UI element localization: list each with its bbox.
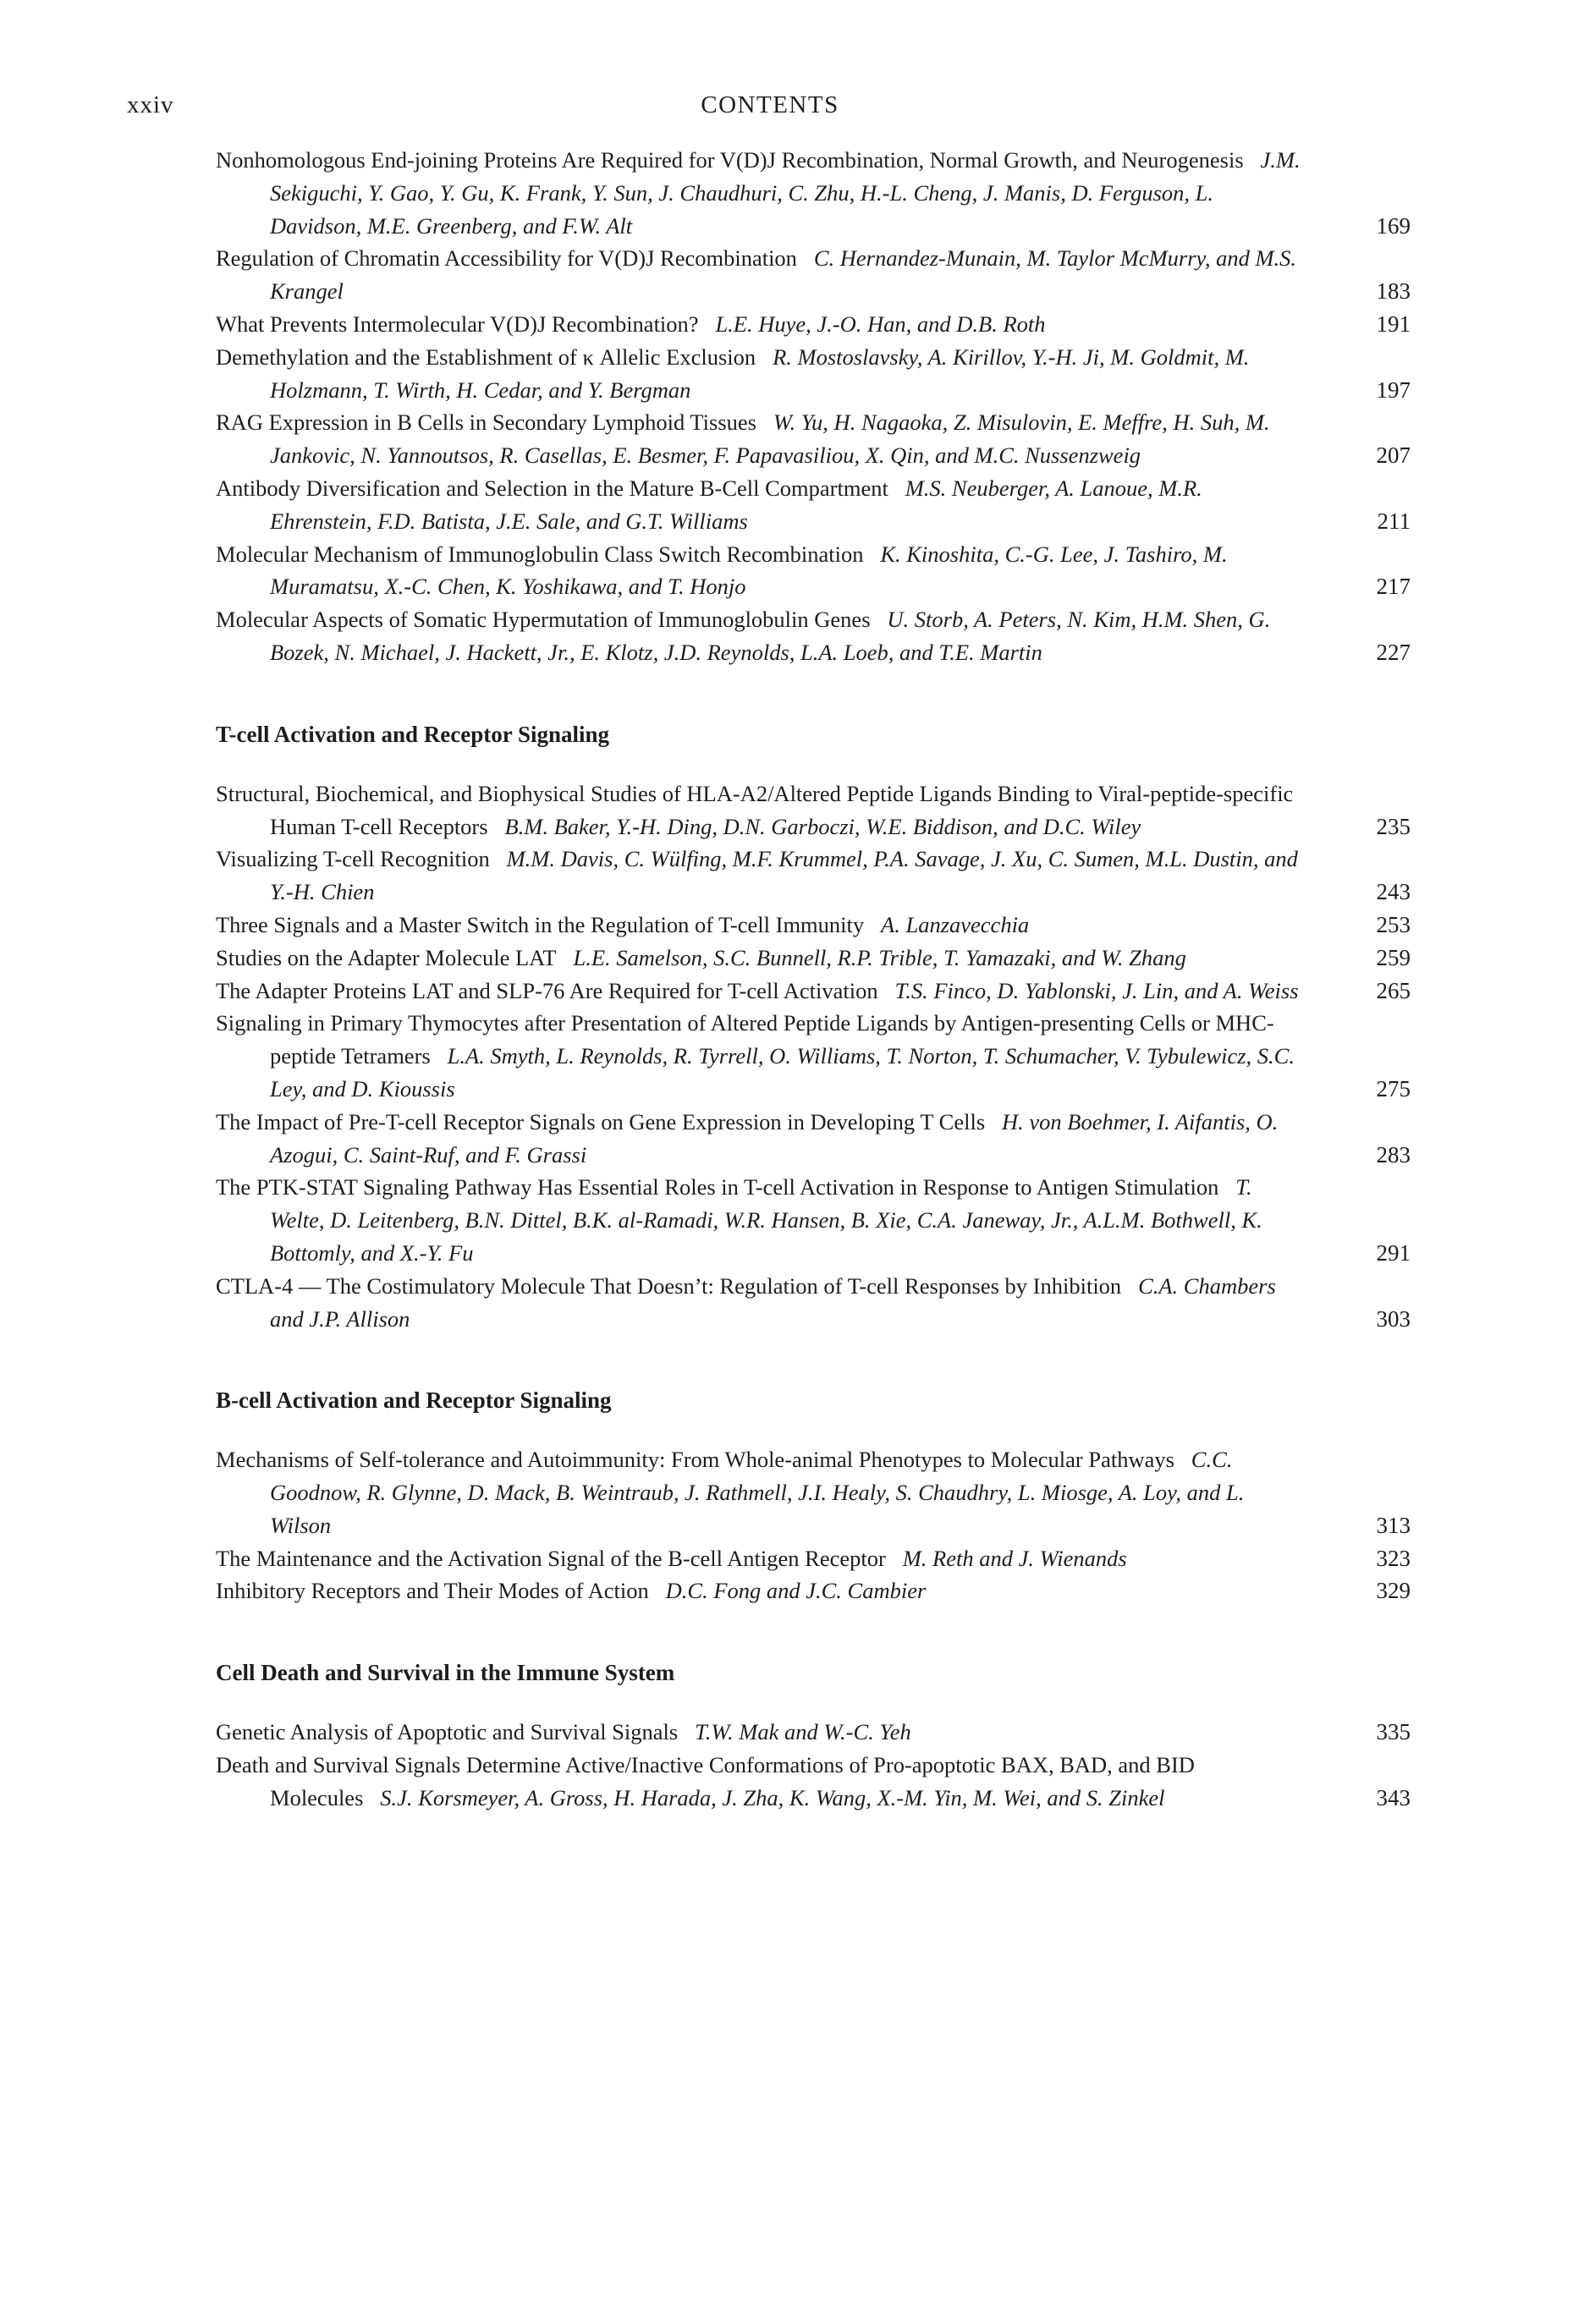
entry-authors: T.S. Finco, D. Yablonski, J. Lin, and A. Weiss	[894, 977, 1299, 1003]
entry-title: The Adapter Proteins LAT and SLP-76 Are Required for T-cell Activation	[216, 977, 878, 1003]
entry-authors: B.M. Baker, Y.-H. Ding, D.N. Garboczi, W.E. Biddison, and D.C. Wiley	[504, 813, 1141, 839]
entry-authors: T.W. Mak and W.-C. Yeh	[695, 1719, 911, 1745]
entry-title: Death and Survival Signals Determine Active/Inactive Conformations of Pro-apoptotic BAX, BAD, and BID Molecules	[216, 1752, 1195, 1810]
entry-text	[216, 308, 1301, 341]
section-heading: T-cell Activation and Receptor Signaling	[216, 721, 610, 747]
table-of-contents	[216, 144, 1411, 1815]
toc-entry[interactable]	[216, 1443, 1411, 1541]
entry-text	[216, 406, 1301, 472]
toc-entry[interactable]	[216, 777, 1411, 843]
toc-entry[interactable]	[216, 472, 1411, 538]
entry-page-number: 253	[1376, 911, 1411, 937]
entry-page-number: 343	[1376, 1784, 1411, 1810]
entry-authors: W. Yu, H. Nagaoka, Z. Misulovin, E. Meffre, H. Suh, M. Jankovic, N. Yannoutsos, R. Casellas, E. Besmer, F. Papavasiliou, X. Qin, and M.C. Nussenzweig	[270, 409, 1270, 469]
entry-title: RAG Expression in B Cells in Secondary Lymphoid Tissues	[216, 409, 756, 436]
running-head	[127, 91, 1413, 125]
entry-text	[216, 1007, 1301, 1105]
entry-authors: C. Hernandez-Munain, M. Taylor McMurry, and M.S. Krangel	[270, 245, 1297, 305]
entry-text	[216, 1270, 1301, 1336]
entry-page-number: 183	[1376, 278, 1411, 305]
toc-entry[interactable]	[216, 603, 1411, 669]
entry-page-number: 303	[1376, 1305, 1411, 1332]
entry-text	[216, 1574, 1301, 1607]
entry-text	[216, 942, 1301, 975]
entry-page-number: 275	[1376, 1075, 1411, 1102]
entry-authors: D.C. Fong and J.C. Cambier	[665, 1578, 927, 1604]
entry-page-number: 227	[1376, 639, 1411, 665]
toc-entry[interactable]	[216, 242, 1411, 308]
entry-title: The Impact of Pre-T-cell Receptor Signals on Gene Expression in Developing T Cells	[216, 1108, 986, 1135]
entry-text	[216, 472, 1301, 538]
entry-title: The PTK-STAT Signaling Pathway Has Essential Roles in T-cell Activation in Response to Antigen Stimulation	[216, 1174, 1219, 1200]
page-title: CONTENTS	[701, 91, 839, 118]
entry-text	[216, 909, 1301, 942]
entry-title: Antibody Diversification and Selection in the Mature B-Cell Compartment	[216, 475, 888, 501]
entry-authors: C.A. Chambers and J.P. Allison	[270, 1272, 1276, 1332]
entry-text	[216, 144, 1301, 242]
entry-authors: C.C. Goodnow, R. Glynne, D. Mack, B. Weintraub, J. Rathmell, J.I. Healy, S. Chaudhry, L. Miosge, A. Loy, and L. Wilson	[270, 1447, 1245, 1538]
toc-entry[interactable]	[216, 341, 1411, 407]
entry-page-number: 313	[1376, 1512, 1411, 1538]
toc-entry[interactable]	[216, 1007, 1411, 1105]
entry-page-number: 259	[1376, 944, 1411, 970]
entry-text	[216, 242, 1301, 308]
entry-text	[216, 1716, 1301, 1749]
entry-text	[216, 603, 1301, 669]
entry-title: Molecular Mechanism of Immunoglobulin Class Switch Recombination	[216, 541, 864, 567]
toc-entry[interactable]	[216, 1749, 1411, 1815]
toc-entry[interactable]	[216, 975, 1411, 1008]
entry-title: Signaling in Primary Thymocytes after Presentation of Altered Peptide Ligands by Antigen-presenting Cells or MHC-peptide Tetramers	[216, 1010, 1274, 1069]
entry-page-number: 243	[1376, 879, 1411, 905]
entry-authors: M.M. Davis, C. Wülfing, M.F. Krummel, P.A. Savage, J. Xu, C. Sumen, M.L. Dustin, and Y.-H. Chien	[270, 846, 1298, 905]
entry-title: The Maintenance and the Activation Signal of the B-cell Antigen Receptor	[216, 1545, 886, 1571]
entry-text	[216, 1749, 1301, 1815]
entry-authors: U. Storb, A. Peters, N. Kim, H.M. Shen, G. Bozek, N. Michael, J. Hackett, Jr., E. Klotz, J.D. Reynolds, L.A. Loeb, and T.E. Martin	[270, 607, 1271, 665]
entry-authors: L.A. Smyth, L. Reynolds, R. Tyrrell, O. Williams, T. Norton, T. Schumacher, V. Tybulewicz, S.C. Ley, and D. Kioussis	[270, 1043, 1295, 1102]
toc-entry[interactable]	[216, 1542, 1411, 1575]
entry-authors: S.J. Korsmeyer, A. Gross, H. Harada, J. Zha, K. Wang, X.-M. Yin, M. Wei, and S. Zinkel	[380, 1784, 1165, 1810]
entry-authors: M.S. Neuberger, A. Lanoue, M.R. Ehrenstein, F.D. Batista, J.E. Sale, and G.T. Williams	[270, 475, 1202, 534]
entry-title: Regulation of Chromatin Accessibility for V(D)J Recombination	[216, 245, 797, 272]
entry-title: Molecular Aspects of Somatic Hypermutation of Immunoglobulin Genes	[216, 607, 871, 633]
entry-authors: L.E. Huye, J.-O. Han, and D.B. Roth	[715, 310, 1046, 337]
toc-entry[interactable]	[216, 1270, 1411, 1336]
entry-page-number: 217	[1376, 574, 1411, 600]
toc-entry[interactable]	[216, 1171, 1411, 1269]
toc-entry[interactable]	[216, 308, 1411, 341]
entry-title: Structural, Biochemical, and Biophysical Studies of HLA-A2/Altered Peptide Ligands Binding to Viral-peptide-specific Human T-cell Receptors	[216, 780, 1294, 839]
entry-text	[216, 1106, 1301, 1172]
entry-text	[216, 843, 1301, 909]
toc-entry[interactable]	[216, 406, 1411, 472]
toc-entry[interactable]	[216, 909, 1411, 942]
toc-entry[interactable]	[216, 144, 1411, 242]
entry-text	[216, 975, 1301, 1008]
toc-entry[interactable]	[216, 1574, 1411, 1607]
entry-authors: J.M. Sekiguchi, Y. Gao, Y. Gu, K. Frank, Y. Sun, J. Chaudhuri, C. Zhu, H.-L. Cheng, J. Manis, D. Ferguson, L. Davidson, M.E. Greenberg, and F.W. Alt	[270, 147, 1301, 239]
entry-text	[216, 1443, 1301, 1541]
entry-authors: M. Reth and J. Wienands	[902, 1545, 1127, 1571]
entry-page-number: 211	[1377, 508, 1411, 534]
toc-entry[interactable]	[216, 843, 1411, 909]
entry-page-number: 291	[1376, 1239, 1411, 1266]
entry-page-number: 323	[1376, 1545, 1411, 1571]
toc-entry[interactable]	[216, 1106, 1411, 1172]
entry-title: Three Signals and a Master Switch in the Regulation of T-cell Immunity	[216, 911, 865, 937]
entry-authors: R. Mostoslavsky, A. Kirillov, Y.-H. Ji, M. Goldmit, M. Holzmann, T. Wirth, H. Cedar, and Y. Bergman	[270, 343, 1250, 403]
entry-title: CTLA-4 — The Costimulatory Molecule That Doesn’t: Regulation of T-cell Responses by Inhibition	[216, 1272, 1122, 1299]
entry-page-number: 265	[1376, 977, 1411, 1003]
entry-text	[216, 341, 1301, 407]
entry-title: What Prevents Intermolecular V(D)J Recombination?	[216, 310, 699, 337]
entry-title: Inhibitory Receptors and Their Modes of Action	[216, 1578, 649, 1604]
entry-authors: A. Lanzavecchia	[881, 911, 1030, 937]
entry-title: Visualizing T-cell Recognition	[216, 846, 490, 872]
entry-page-number: 283	[1376, 1141, 1411, 1167]
entry-page-number: 235	[1376, 813, 1411, 839]
entry-text	[216, 1542, 1301, 1575]
entry-page-number: 197	[1376, 376, 1411, 403]
entry-authors: L.E. Samelson, S.C. Bunnell, R.P. Trible, T. Yamazaki, and W. Zhang	[573, 944, 1186, 970]
section-heading: B-cell Activation and Receptor Signaling	[216, 1387, 612, 1414]
entry-title: Mechanisms of Self-tolerance and Autoimmunity: From Whole-animal Phenotypes to Molecular Pathways	[216, 1447, 1174, 1473]
entry-text	[216, 777, 1301, 843]
entry-text	[216, 538, 1301, 604]
entry-page-number: 207	[1376, 442, 1411, 469]
entry-page-number: 191	[1376, 310, 1411, 337]
entry-text	[216, 1171, 1301, 1269]
page-number: xxiv	[127, 91, 174, 118]
entry-page-number: 169	[1376, 212, 1411, 239]
entry-title: Demethylation and the Establishment of κ Allelic Exclusion	[216, 343, 756, 370]
entry-page-number: 329	[1376, 1578, 1411, 1604]
toc-entry[interactable]	[216, 1716, 1411, 1749]
entry-title: Studies on the Adapter Molecule LAT	[216, 944, 557, 970]
toc-entry[interactable]	[216, 942, 1411, 975]
entry-authors: T. Welte, D. Leitenberg, B.N. Dittel, B.K. al-Ramadi, W.R. Hansen, B. Xie, C.A. Janeway, Jr., A.L.M. Bothwell, K. Bottomly, and X.-Y. Fu	[270, 1174, 1262, 1266]
entry-authors: K. Kinoshita, C.-G. Lee, J. Tashiro, M. Muramatsu, X.-C. Chen, K. Yoshikawa, and T. Honjo	[270, 541, 1228, 600]
toc-entry[interactable]	[216, 538, 1411, 604]
entry-title: Nonhomologous End-joining Proteins Are Required for V(D)J Recombination, Normal Growth, and Neurogenesis	[216, 147, 1244, 173]
entry-title: Genetic Analysis of Apoptotic and Survival Signals	[216, 1719, 679, 1745]
entry-page-number: 335	[1376, 1719, 1411, 1745]
section-heading: Cell Death and Survival in the Immune System	[216, 1660, 675, 1686]
entry-authors: H. von Boehmer, I. Aifantis, O. Azogui, C. Saint-Ruf, and F. Grassi	[270, 1108, 1279, 1167]
